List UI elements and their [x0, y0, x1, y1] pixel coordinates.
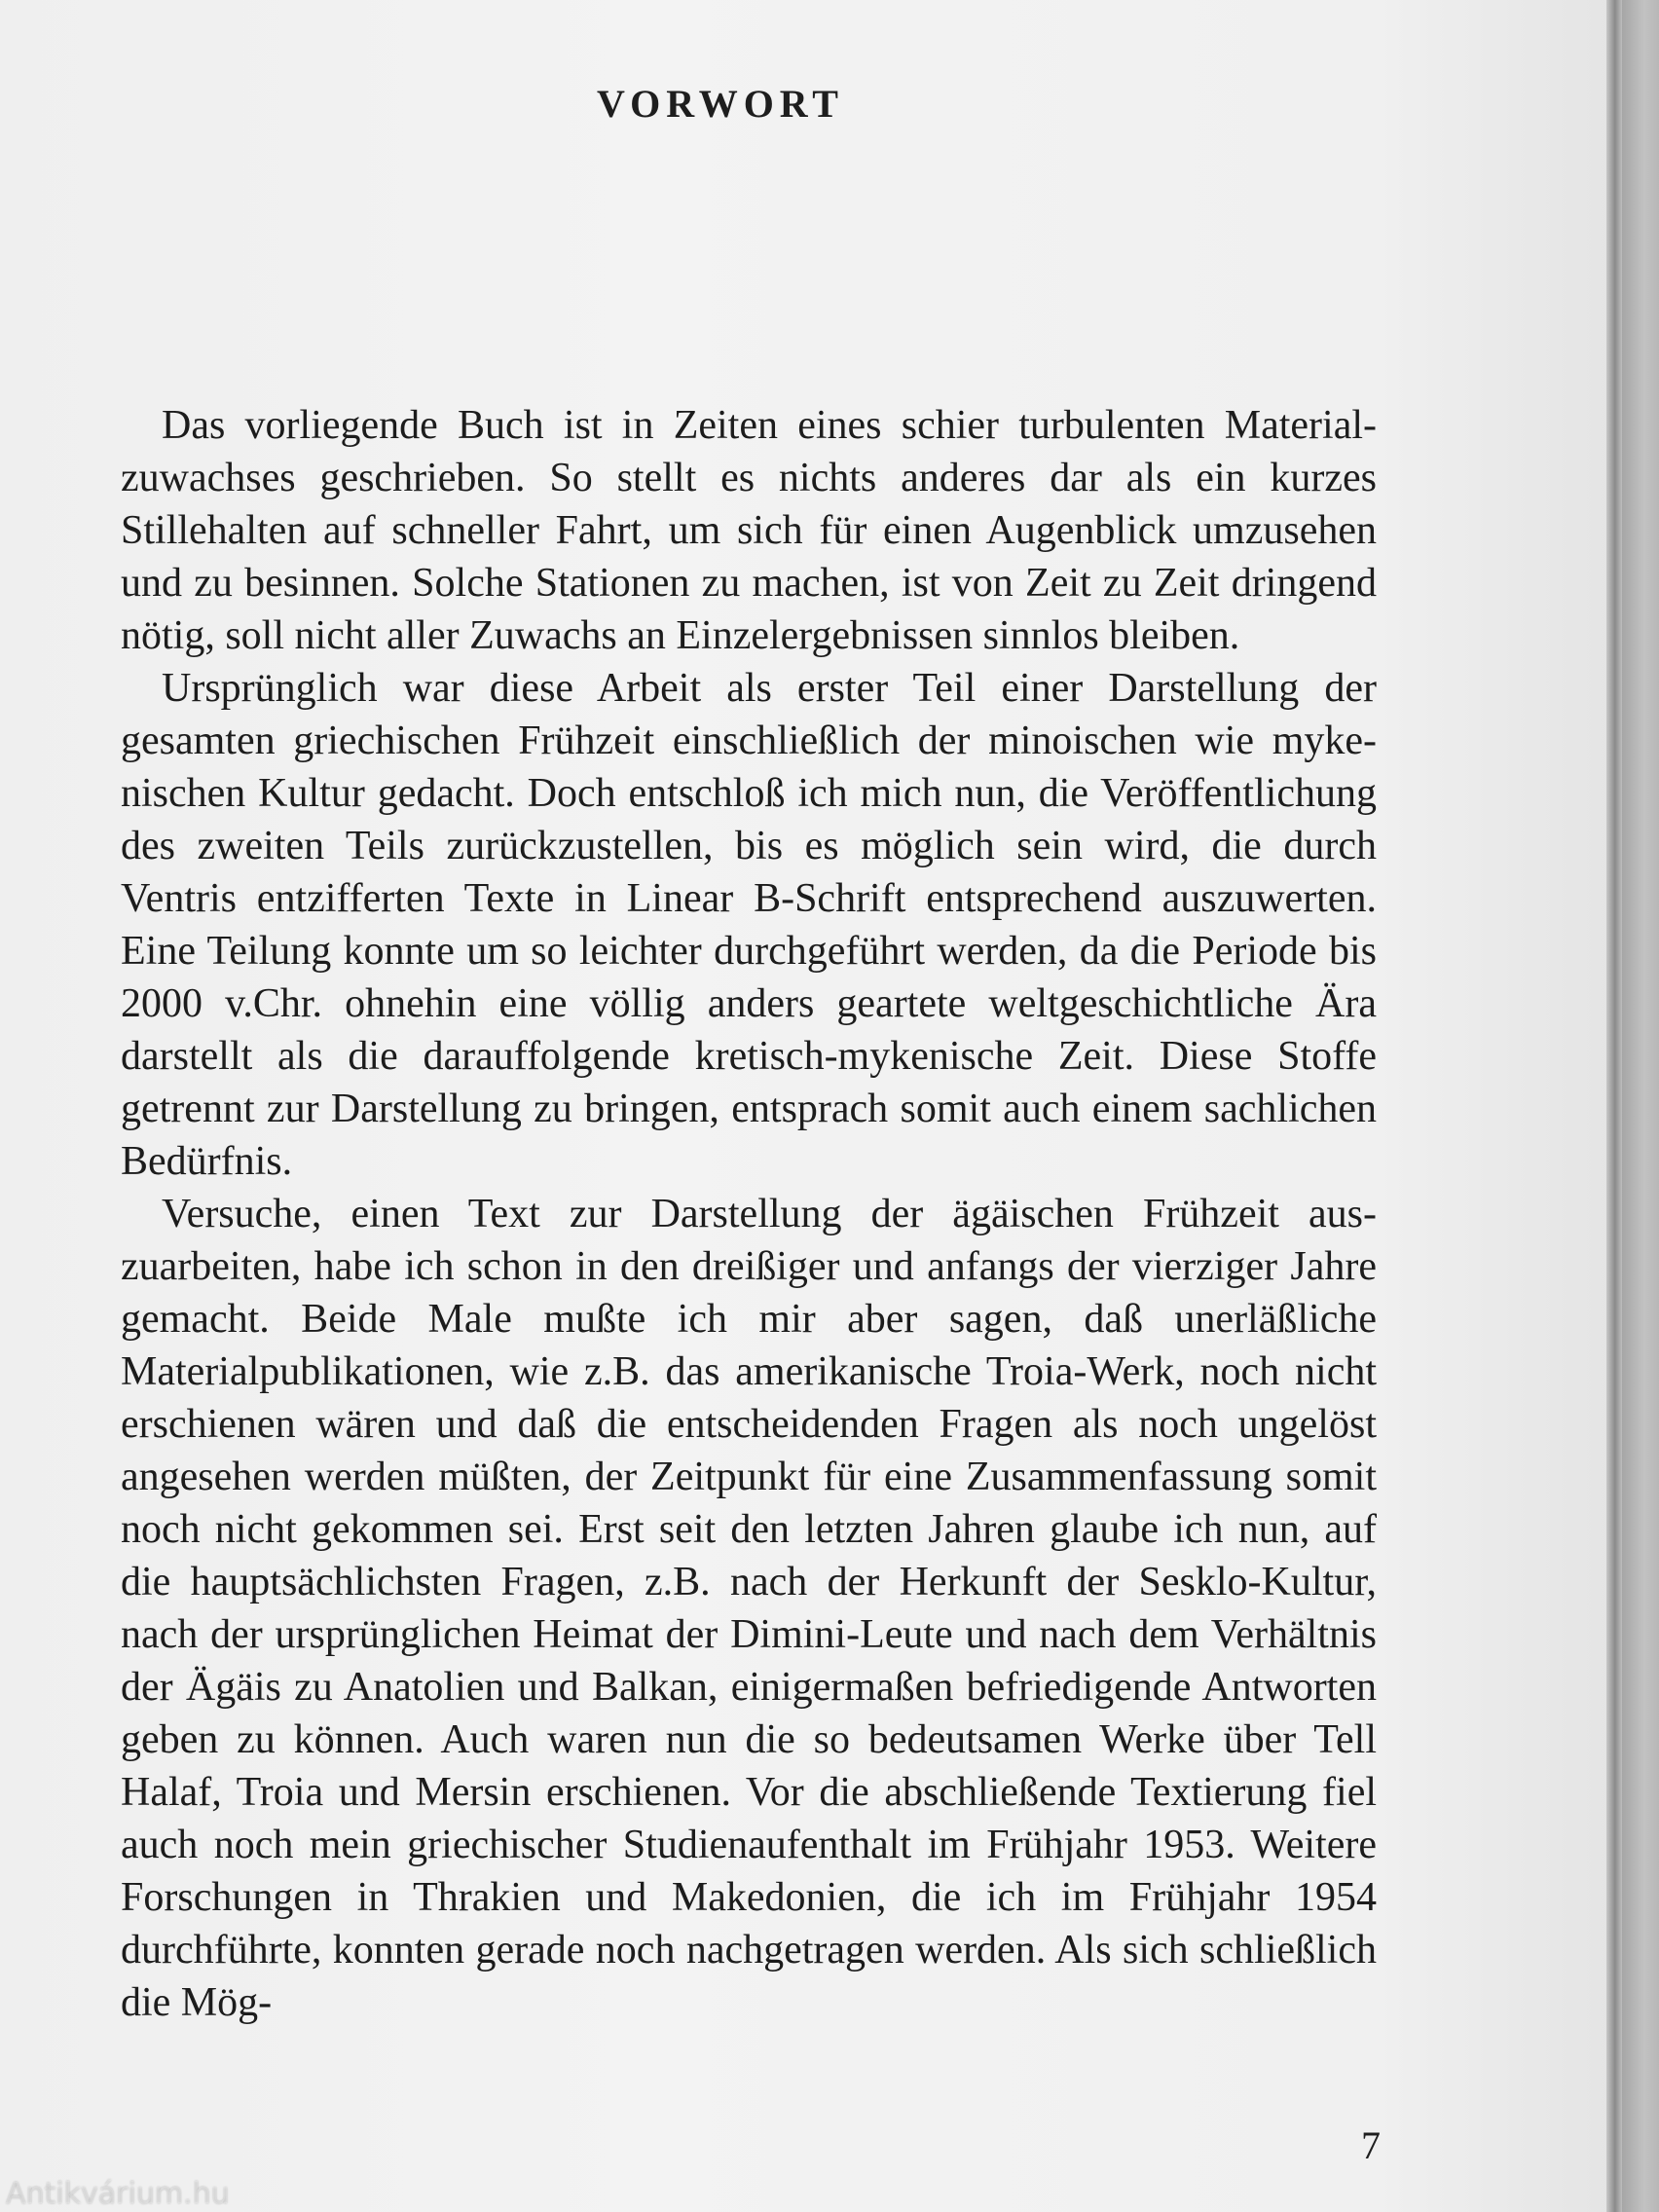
paragraph-2: Ursprünglich war diese Arbeit als erster Teil einer Darstellung der gesamten griechischen Frühzeit einschließlich der minoischen wie mykenischen Kultur gedacht. Doch entschloß ich mich nun, die Veröffentlichung des zweiten Teils zurückzustellen, bis es möglich sein wird, die durch Ventris entzifferten Texte in Linear B-Schrift entsprechend auszuwerten. Eine Teilung konnte um so leichter durchgeführt werden, da die Periode bis 2000 v.Chr. ohnehin eine völlig anders geartete weltgeschichtliche Ära darstellt als die darauffolgende kretisch-mykenische Zeit. Diese Stoffe getrennt zur Darstellung zu bringen, entsprach somit auch einem sachlichen Bedürfnis. — [121, 666, 1377, 1184]
watermark: Antikvárium.hu — [6, 2177, 230, 2211]
chapter-heading: VORWORT — [597, 81, 844, 126]
body-text — [121, 399, 1377, 2029]
paragraph-1: Das vorliegende Buch ist in Zeiten eines schier turbulenten Materialzuwachses geschrieben. So stellt es nichts anderes dar als ein kurzes Stillehalten auf schneller Fahrt, um sich für einen Augenblick umzusehen und zu besinnen. Solche Stationen zu machen, ist von Zeit zu Zeit dringend nötig, soll nicht aller Zuwachs an Einzelergebnissen sinnlos bleiben. — [121, 403, 1377, 658]
paragraph-3: Versuche, einen Text zur Darstellung der ägäischen Frühzeit auszuarbeiten, habe ich schon in den dreißiger und anfangs der vierziger Jahre gemacht. Beide Male mußte ich mir aber sagen, daß unerläßliche Materialpublikationen, wie z.B. das amerikanische Troia-Werk, noch nicht erschienen wären und daß die entscheidenden Fragen als noch ungelöst angesehen werden müßten, der Zeitpunkt für eine Zusammenfassung somit noch nicht gekommen sei. Erst seit den letzten Jahren glaube ich nun, auf die hauptsächlichsten Fragen, z.B. nach der Herkunft der Sesklo-Kultur, nach der ursprünglichen Heimat der Dimini-Leute und nach dem Verhältnis der Ägäis zu Anatolien und Balkan, einigermaßen befriedigende Antworten geben zu können. Auch waren nun die so bedeutsamen Werke über Tell Halaf, Troia und Mersin erschienen. Vor die abschließende Textierung fiel auch noch mein griechischer Studienaufenthalt im Frühjahr 1953. Weitere Forschungen in Thrakien und Makedonien, die ich im Frühjahr 1954 durchführte, konnten gerade noch nachgetragen werden. Als sich schließlich die Mög- — [121, 1192, 1377, 2025]
adjacent-page-edge — [1622, 0, 1659, 2212]
page-edge-shadow — [1606, 0, 1622, 2212]
page-number: 7 — [1361, 2123, 1381, 2167]
